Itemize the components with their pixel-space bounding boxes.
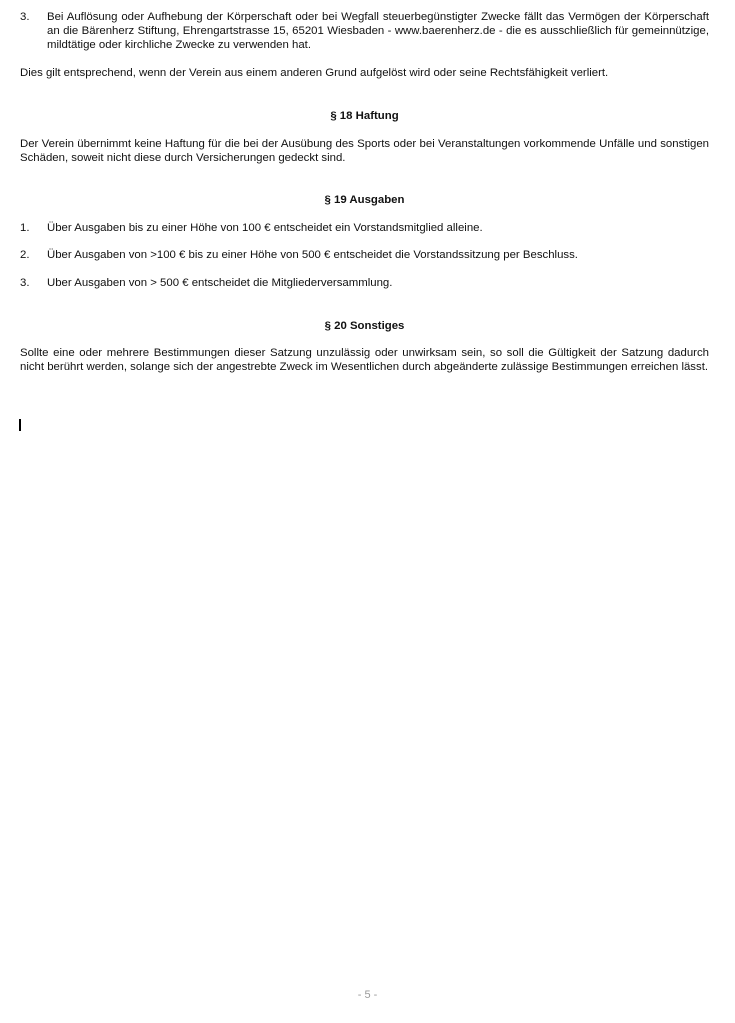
list-number: 1. [20, 222, 30, 234]
list-item-text: Über Ausgaben von >100 € bis zu einer Höhe von 500 € entscheidet die Vorstandssitzung per Beschluss. [47, 249, 578, 261]
list-item-text: Über Ausgaben bis zu einer Höhe von 100 € entscheidet ein Vorstandsmitglied alleine. [47, 222, 483, 234]
section-20-heading: § 20 Sonstiges [324, 320, 405, 332]
section-18-paragraph: Der Verein übernimmt keine Haftung für die bei der Ausübung des Sports oder bei Veranstaltungen vorkommende Unfälle und sonstigen Schäden, soweit nicht diese durch Versicherungen gedeckt sind. [20, 138, 709, 164]
list-item-text: Uber Ausgaben von > 500 € entscheidet die Mitgliederversammlung. [47, 277, 393, 289]
list-number: 2. [20, 249, 30, 261]
list-number: 3. [20, 11, 30, 23]
expenses-item-2 [20, 248, 709, 262]
section-20-paragraph: Sollte eine oder mehrere Bestimmungen dieser Satzung unzulässig oder unwirksam sein, so soll die Gültigkeit der Satzung dadurch nicht berührt werden, solange sich der angestrebte Zweck im Wesentlichen durch abgeänderte zulässige Bestimmungen erreichen lässt. [20, 347, 709, 373]
expenses-item-1 [20, 221, 709, 235]
page-number: - 5 - [357, 989, 378, 1001]
text-cursor[interactable] [19, 419, 21, 431]
expenses-item-3 [20, 276, 709, 290]
list-item-text: Bei Auflösung oder Aufhebung der Körperschaft oder bei Wegfall steuerbegünstigter Zwecke fällt das Vermögen der Körperschaft an die Bärenherz Stiftung, Ehrengartstrasse 15, 65201 Wiesbaden - www.baerenherz.de - die es ausschließlich für gemeinnützige, mildtätige oder kirchliche Zwecke zu verwenden hat. [47, 11, 709, 51]
dissolution-item-3 [20, 10, 709, 52]
section-19-heading: § 19 Ausgaben [324, 194, 405, 206]
section-18-heading: § 18 Haftung [330, 110, 399, 122]
list-number: 3. [20, 277, 30, 289]
dissolution-paragraph: Dies gilt entsprechend, wenn der Verein aus einem anderen Grund aufgelöst wird oder seine Rechtsfähigkeit verliert. [20, 67, 609, 79]
